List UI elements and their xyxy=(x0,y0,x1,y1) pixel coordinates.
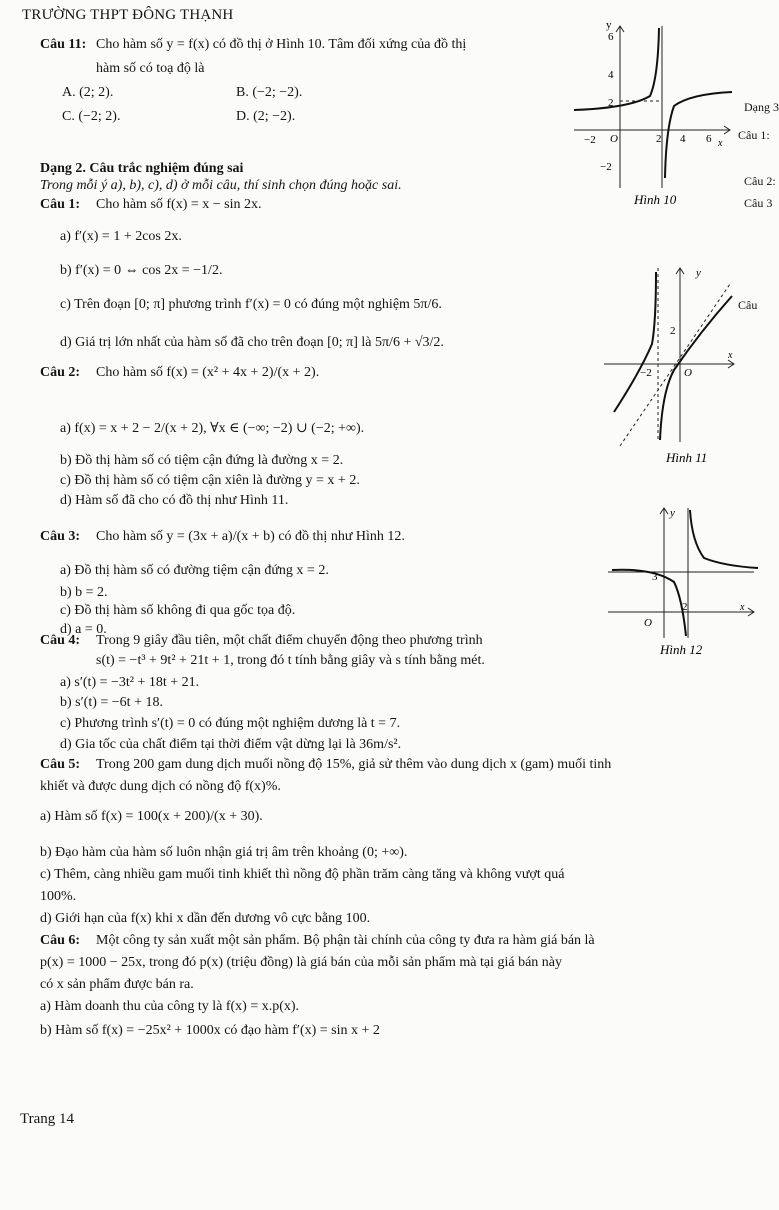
c1-option-c: c) Trên đoạn [0; π] phương trình f′(x) = 0 có đúng một nghiệm 5π/6. xyxy=(60,297,442,312)
c1-option-b: b) f′(x) = 0 ⇔ cos 2x = −1/2. xyxy=(60,263,223,278)
c2-label: Câu 2: xyxy=(40,365,81,380)
fig11-label-y: y xyxy=(696,267,701,279)
q11-label: Câu 11: xyxy=(40,37,87,52)
q11-option-a: A. (2; 2). xyxy=(62,85,114,100)
c1-label: Câu 1: xyxy=(40,197,81,212)
q11-stem-line2: hàm số có toạ độ là xyxy=(96,61,205,76)
c4-option-c: c) Phương trình s′(t) = 0 có đúng một nghiệm dương là t = 7. xyxy=(60,716,401,731)
c3-label: Câu 3: xyxy=(40,529,81,544)
fig10-tick-x4: 4 xyxy=(680,133,686,145)
c2-option-b: b) Đồ thị hàm số có tiệm cận đứng là đường x = 2. xyxy=(60,453,344,468)
fragment-cau: Câu xyxy=(738,298,758,312)
fig11-tick-2: 2 xyxy=(670,325,676,337)
page-number: Trang 14 xyxy=(20,1111,75,1127)
fig12-label-y: y xyxy=(670,507,675,519)
figure-10-caption: Hình 10 xyxy=(634,192,677,207)
c3-option-d: d) a = 0. xyxy=(60,622,107,637)
c5-option-c-line2: 100%. xyxy=(40,889,77,904)
c2-option-c: c) Đồ thị hàm số có tiệm cận xiên là đường y = x + 2. xyxy=(60,473,360,488)
fig10-tick-x2: 2 xyxy=(656,133,662,145)
c5-option-a: a) Hàm số f(x) = 100(x + 200)/(x + 30). xyxy=(40,809,263,824)
fig11-origin: O xyxy=(684,367,692,379)
fig10-tick-4: 4 xyxy=(608,69,614,81)
c4-option-a: a) s′(t) = −3t² + 18t + 21. xyxy=(60,675,200,690)
section-2-instruction: Trong mỗi ý a), b), c), d) ở mỗi câu, thí sinh chọn đúng hoặc sai. xyxy=(40,178,402,193)
fig12-tick-3: 3 xyxy=(652,571,658,583)
c4-option-b: b) s′(t) = −6t + 18. xyxy=(60,695,163,710)
figure-10-graph xyxy=(570,18,738,214)
c5-option-d: d) Giới hạn của f(x) khi x dần đến dương vô cực bằng 100. xyxy=(40,911,371,926)
figure-11-graph xyxy=(600,262,740,468)
c2-stem: Cho hàm số f(x) = (x² + 4x + 2)/(x + 2). xyxy=(96,365,320,380)
c5-label: Câu 5: xyxy=(40,757,81,772)
c1-option-a: a) f′(x) = 1 + 2cos 2x. xyxy=(60,229,182,244)
c5-stem-line1: Trong 200 gam dung dịch muối nồng độ 15%, giả sử thêm vào dung dịch x (gam) muối tinh xyxy=(96,757,612,772)
fig10-tick-neg2y: −2 xyxy=(600,161,612,173)
q11-option-c: C. (−2; 2). xyxy=(62,109,121,124)
fig10-tick-neg2x: −2 xyxy=(584,134,596,146)
c6-label: Câu 6: xyxy=(40,933,81,948)
q11-option-d: D. (2; −2). xyxy=(236,109,296,124)
c5-stem-line2: khiết và được dung dịch có nồng độ f(x)%. xyxy=(40,779,281,794)
c3-stem: Cho hàm số y = (3x + a)/(x + b) có đồ thị như Hình 12. xyxy=(96,529,405,544)
fig12-tick-x2: 2 xyxy=(682,601,688,613)
q11-stem-line1: Cho hàm số y = f(x) có đồ thị ở Hình 10. Tâm đối xứng của đồ thị xyxy=(96,37,467,52)
fig11-tick-neg2: −2 xyxy=(640,367,652,379)
c1-option-d: d) Giá trị lớn nhất của hàm số đã cho trên đoạn [0; π] là 5π/6 + √3/2. xyxy=(60,335,444,350)
c1-stem: Cho hàm số f(x) = x − sin 2x. xyxy=(96,197,262,212)
c6-stem-line1: Một công ty sản xuất một sản phẩm. Bộ phận tài chính của công ty đưa ra hàm giá bán là xyxy=(96,933,595,948)
fragment-cau3: Câu 3 xyxy=(744,196,773,210)
fig12-label-x: x xyxy=(740,602,745,613)
c4-stem-line1: Trong 9 giây đầu tiên, một chất điểm chuyển động theo phương trình xyxy=(96,633,483,648)
c6-option-a: a) Hàm doanh thu của công ty là f(x) = x.p(x). xyxy=(40,999,300,1014)
c6-stem-line2: p(x) = 1000 − 25x, trong đó p(x) (triệu đồng) là giá bán của mỗi sản phẩm mà tại giá bán này xyxy=(40,955,562,970)
q11-option-b: B. (−2; −2). xyxy=(236,85,303,100)
fig10-tick-6: 6 xyxy=(608,31,614,43)
fig10-tick-x6: 6 xyxy=(706,133,712,145)
fig10-origin: O xyxy=(610,133,618,145)
school-header: TRƯỜNG THPT ĐÔNG THẠNH xyxy=(22,7,234,23)
fragment-cau1: Câu 1: xyxy=(738,128,770,142)
fig10-tick-2: 2 xyxy=(608,97,614,109)
section-2-title: Dạng 2. Câu trắc nghiệm đúng sai xyxy=(40,161,244,176)
c5-option-c-line1: c) Thêm, càng nhiều gam muối tinh khiết thì nồng độ phần trăm càng tăng và không vượt quá xyxy=(40,867,565,882)
figure-11-caption: Hình 11 xyxy=(666,450,708,465)
c6-option-b: b) Hàm số f(x) = −25x² + 1000x có đạo hàm f′(x) = sin x + 2 xyxy=(40,1023,380,1038)
c2-option-d: d) Hàm số đã cho có đồ thị như Hình 11. xyxy=(60,493,289,508)
c3-option-c: c) Đồ thị hàm số không đi qua gốc tọa độ. xyxy=(60,603,296,618)
c4-label: Câu 4: xyxy=(40,633,81,648)
fig11-label-x: x xyxy=(728,350,733,361)
fig10-label-y: y xyxy=(606,19,612,31)
c3-option-a: a) Đồ thị hàm số có đường tiệm cận đứng x = 2. xyxy=(60,563,329,578)
c4-stem-line2: s(t) = −t³ + 9t² + 21t + 1, trong đó t tính bằng giây và s tính bằng mét. xyxy=(96,653,485,668)
fragment-dang3: Dạng 3 xyxy=(744,100,779,114)
fragment-cau2: Câu 2: xyxy=(744,174,776,188)
c5-option-b: b) Đạo hàm của hàm số luôn nhận giá trị âm trên khoảng (0; +∞). xyxy=(40,845,408,860)
c3-option-b: b) b = 2. xyxy=(60,585,108,600)
fig12-origin: O xyxy=(644,617,652,629)
figure-12-graph xyxy=(604,502,764,664)
c4-option-d: d) Gia tốc của chất điểm tại thời điểm vật dừng lại là 36m/s². xyxy=(60,737,402,752)
figure-12-caption: Hình 12 xyxy=(660,642,703,657)
fig10-label-x: x xyxy=(718,138,723,149)
c2-option-a: a) f(x) = x + 2 − 2/(x + 2), ∀x ∈ (−∞; −2) ∪ (−2; +∞). xyxy=(60,421,365,436)
c6-stem-line3: có x sản phẩm được bán ra. xyxy=(40,977,194,992)
